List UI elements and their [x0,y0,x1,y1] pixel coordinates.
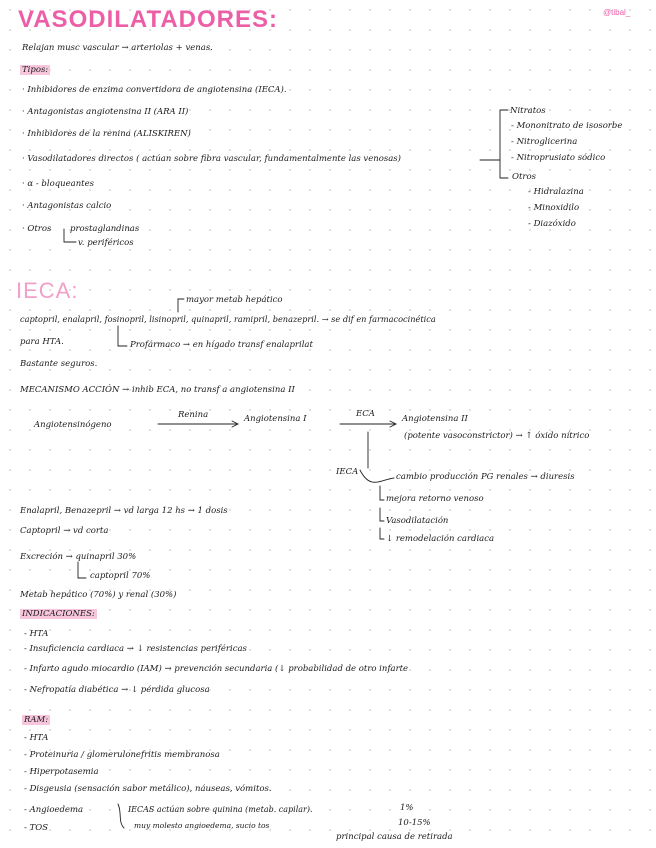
ieca-heading: IECA: [16,278,79,303]
profarmaco-arrow [118,326,127,346]
retirada-note: principal causa de retirada [336,832,453,842]
ram-item: - Hiperpotasemia [24,767,99,777]
indicacion-item: - Nefropatía diabética → ↓ pérdida glucosa [24,685,210,695]
indicacion-item: - HTA [24,629,49,639]
effect-item: Vasodilatación [386,516,449,526]
metab-line: Metab hepático (70%) y renal (30%) [20,590,177,600]
tipo-item: · Antagonistas angiotensina II (ARA II) [22,107,189,117]
ram-item: - Proteinuria / glomerulonefritis membranosa [24,750,220,760]
effects-bracket [380,486,384,539]
tipo-item: · Inhibidores de enzima convertidora de angiotensina (IECA). [22,85,287,95]
tos-note: muy molesto angioedema, sucio tos [134,821,270,830]
renina-arrow [158,421,238,427]
page-title: VASODILATADORES: [18,6,278,33]
nitratos-label: Nitratos [510,106,546,116]
nitrato-item: - Mononitrato de isosorbe [511,121,623,131]
tipo-item: · α - bloqueantes [22,179,94,189]
otros-side-label: Otros [512,172,536,182]
effect-item: ↓ remodelación cardiaca [386,534,495,544]
percent-tos: 10-15% [398,818,431,828]
otros-side-item: - Minoxidilo [528,203,580,213]
para-hta: para HTA. [20,337,64,347]
indicacion-item: - Insuficiencia cardiaca → ↓ resistencias periféricas [24,644,247,654]
angioedema-bracket [118,804,124,828]
ram-item: - TOS [24,823,49,833]
ieca-node: IECA [336,467,359,477]
ieca-to-effects-arrow [360,470,394,482]
otros-side-item: - Diazóxido [528,219,576,229]
metab-arrow [178,299,184,312]
intro-line: Relajan musc vascular → arteriolas + venas. [22,43,213,53]
effect-item: mejora retorno venoso [386,494,484,504]
nitrato-item: - Nitroglicerina [511,137,578,147]
angiotensina-2-note: (potente vasoconstrictor) → ↑ óxido nítrico [404,431,590,441]
angiotensina-2: Angiotensina II [402,414,468,424]
indicaciones-label-text: INDICACIONES: [22,609,95,619]
author-handle: @tibal_ [603,8,631,17]
enalapril-line: Enalapril, Benazepril → vd larga 12 hs → 1 dosis [20,506,228,516]
ram-item: - HTA [24,733,49,743]
tipos-label-text: Tipos: [22,65,49,75]
captopril-line: Captopril → vd corta [20,526,109,536]
ram-item: - Disgeusia (sensación sabor metálico), náuseas, vómitos. [24,784,272,794]
side-bracket [480,110,508,178]
excrecion-line: Excreción → quinapril 30% [20,552,137,562]
angiotensinogeno: Angiotensinógeno [34,420,112,430]
eca-arrow [340,421,396,427]
percent-angioedema: 1% [400,803,414,813]
indicacion-item: - Infarto agudo miocardio (IAM) → prevención secundaria (↓ probabilidad de otro infarte [24,664,409,674]
excrecion-sub: captopril 70% [90,571,151,581]
seguros-line: Bastante seguros. [20,359,98,369]
angiotensina-1: Angiotensina I [244,414,307,424]
tipo-item: · Antagonistas calcio [22,201,112,211]
effect-item: cambio producción PG renales → diuresis [396,472,575,482]
otros-sub-item: v. periféricos [78,238,134,248]
otros-sub-item: prostaglandinas [70,224,140,234]
tipo-item: · Vasodilatadores directos ( actúan sobre fibra vascular, fundamentalmente las venosas) [22,154,401,164]
renina-label: Renina [178,410,209,420]
otros-bracket [64,229,76,242]
otros-side-item: - Hidralazina [528,187,584,197]
nitrato-item: - Nitroprusiato sódico [511,153,606,163]
ram-item: - Angioedema [24,805,84,815]
tipo-item: · Otros [22,224,52,234]
excrecion-arrow [78,562,86,578]
mecanismo-line: MECANISMO ACCIÓN → inhib ECA, no transf a angiotensina II [20,385,295,395]
ram-label-text: RAM: [24,715,49,725]
eca-label: ECA [356,409,375,419]
tipo-item: · Inhibidores de la renina (ALISKIREN) [22,129,191,139]
ieca-drugs-line: captopril, enalapril, fosinopril, lisinopril, quinapril, ramipril, benazepril. → se dif en farmacocinética [20,314,436,324]
profarmaco-note: Profármaco → en hígado transf enalaprilat [130,340,313,350]
metab-note: mayor metab hepático [186,295,283,305]
angioedema-note: IECAS actúan sobre quinina (metab. capilar). [128,805,313,814]
